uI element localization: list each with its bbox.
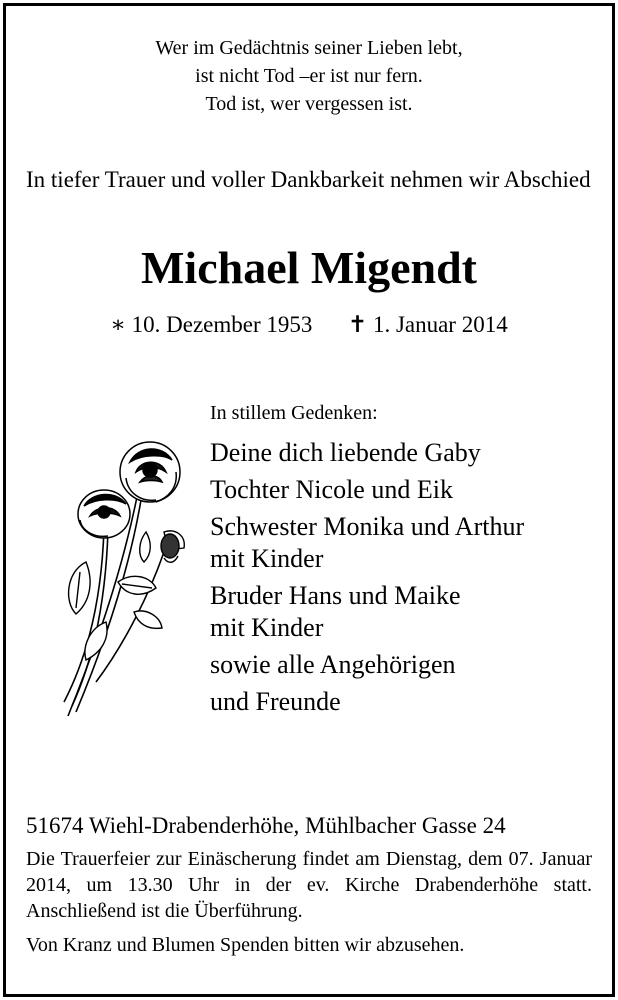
life-dates bbox=[0, 311, 618, 339]
intro-text: In tiefer Trauer und voller Dankbarkeit nehmen wir Abschied bbox=[26, 167, 591, 192]
birth-star-icon: ∗ bbox=[110, 312, 126, 337]
mourner-line: und Freunde bbox=[210, 687, 341, 716]
deceased-name: Michael Migendt bbox=[141, 242, 477, 293]
mourners-lead: In stillem Gedenken: bbox=[210, 402, 378, 424]
rose-icon bbox=[46, 432, 196, 722]
mourners-list bbox=[210, 434, 524, 720]
address: 51674 Wiehl-Drabenderhöhe, Mühlbacher Gasse 24 bbox=[26, 813, 506, 838]
memorial-verse bbox=[0, 34, 618, 118]
mourner-line: sowie alle Angehörigen bbox=[210, 650, 456, 679]
mourner-line: Deine dich liebende Gaby bbox=[210, 438, 481, 467]
flowers-note: Von Kranz und Blumen Spenden bitten wir abzusehen. bbox=[26, 934, 465, 956]
mourner-line: Tochter Nicole und Eik bbox=[210, 475, 453, 504]
death-date: 1. Januar 2014 bbox=[372, 312, 508, 337]
mourner-line: mit Kinder bbox=[210, 613, 324, 642]
verse-line-1: Wer im Gedächtnis seiner Lieben lebt, bbox=[155, 37, 463, 59]
mourner-line: Bruder Hans und Maike bbox=[210, 581, 461, 610]
verse-line-2: ist nicht Tod –er ist nur fern. bbox=[195, 65, 423, 87]
mourner-line: mit Kinder bbox=[210, 544, 324, 573]
mourner-line: Schwester Monika und Arthur bbox=[210, 512, 525, 541]
verse-line-3: Tod ist, wer vergessen ist. bbox=[205, 93, 413, 115]
ceremony-text: Die Trauerfeier zur Einäscherung findet am Dienstag, dem 07. Januar 2014, um 13.30 Uhr in der ev. Kirche Drabenderhöhe statt. Anschließend ist die Überführung. bbox=[26, 848, 592, 922]
birth-date: 10. Dezember 1953 bbox=[131, 312, 313, 337]
cross-icon: ✝ bbox=[347, 312, 368, 337]
